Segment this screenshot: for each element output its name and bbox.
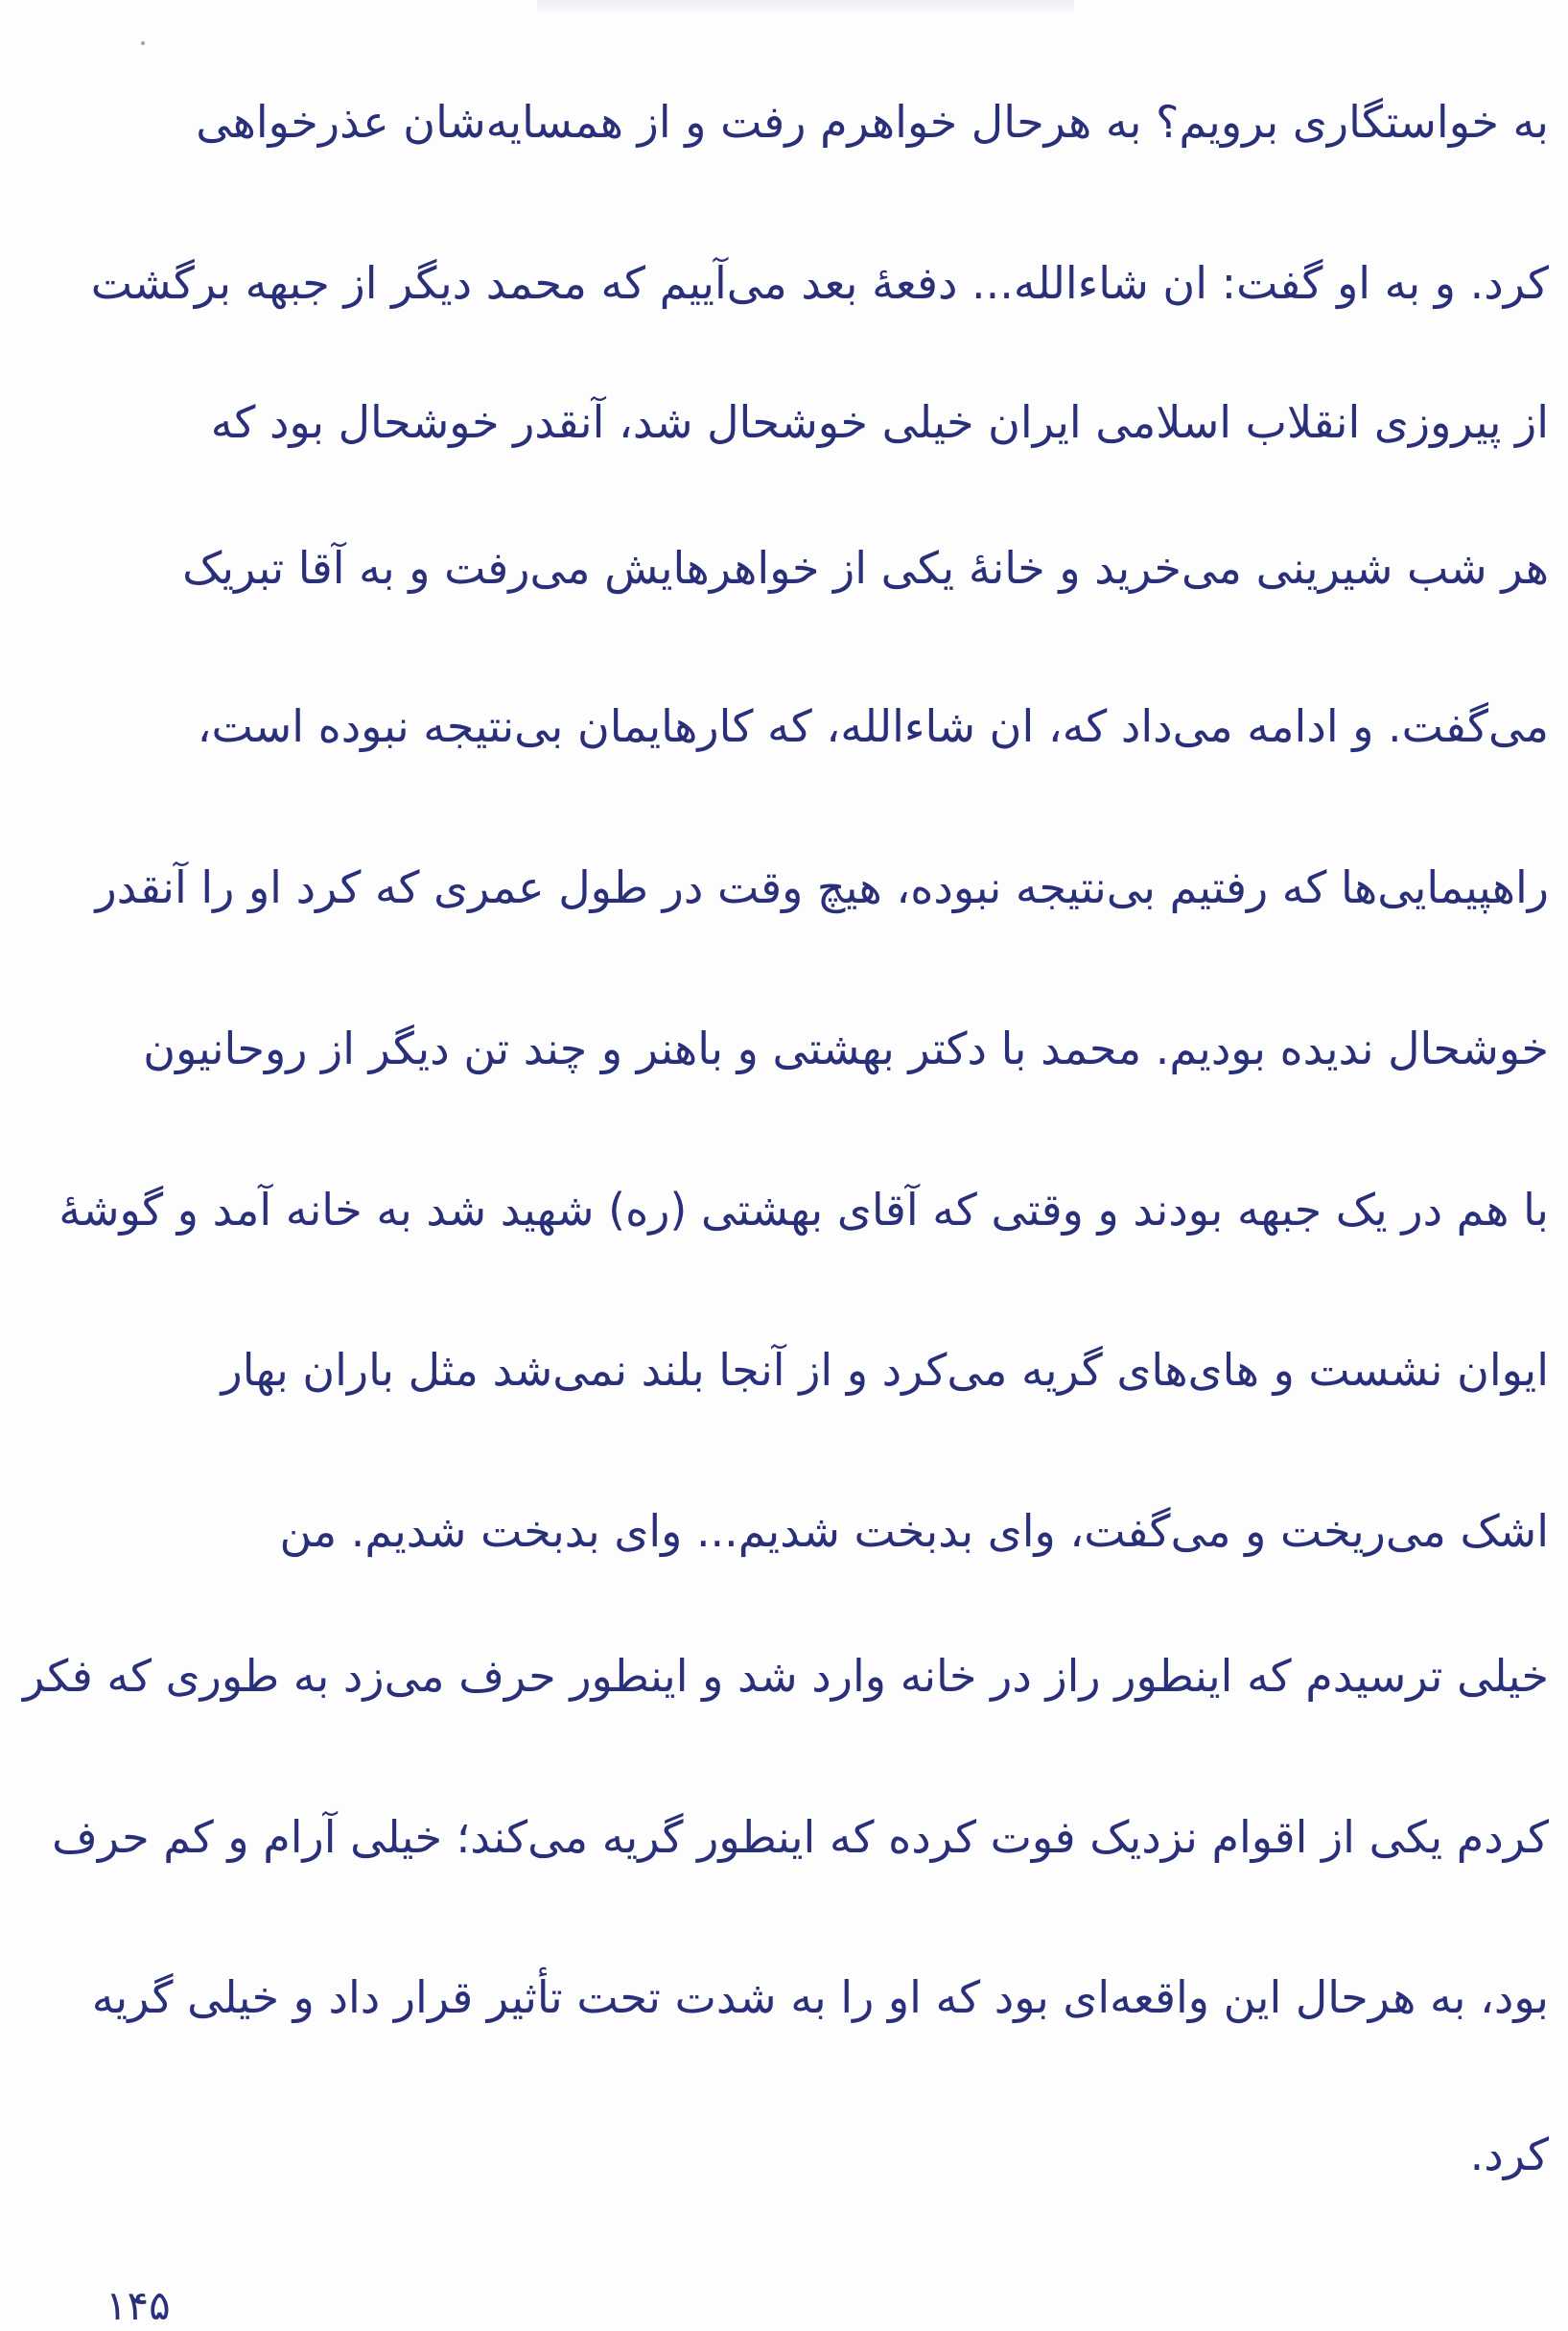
text-line-8: با هم در یک جبهه بودند و وقتی که آقای بهشتی (ره) شهید شد به خانه آمد و گوشهٔ	[59, 1184, 1549, 1236]
text-line-12: کردم یکی از اقوام نزدیک فوت کرده که اینطور گریه می‌کند؛ خیلی آرام و کم حرف	[52, 1811, 1549, 1863]
text-line-6: راهپیمایی‌ها که رفتیم بی‌نتیجه نبوده، هیچ وقت در طول عمری که کرد او را آنقدر	[95, 861, 1549, 913]
ink-speck	[141, 41, 145, 45]
text-line-11: خیلی ترسیدم که اینطور راز در خانه وارد شد و اینطور حرف می‌زد به طوری که فکر	[23, 1650, 1549, 1702]
text-line-2: کرد. و به او گفت: ان شاءالله... دفعهٔ بعد می‌آییم که محمد دیگر از جبهه برگشت	[90, 257, 1549, 309]
text-line-9: ایوان نشست و های‌های گریه می‌کرد و از آنجا بلند نمی‌شد مثل باران بهار	[221, 1344, 1549, 1396]
text-line-13: بود، به هرحال این واقعه‌ای بود که او را به شدت تحت تأثیر قرار داد و خیلی گریه	[91, 1971, 1549, 2023]
text-line-7: خوشحال ندیده بودیم. محمد با دکتر بهشتی و باهنر و چند تن دیگر از روحانیون	[143, 1023, 1549, 1074]
text-line-10: اشک می‌ریخت و می‌گفت، وای بدبخت شدیم... وای بدبخت شدیم. من	[279, 1505, 1549, 1557]
text-line-4: هر شب شیرینی می‌خرید و خانهٔ یکی از خواهرهایش می‌رفت و به آقا تبریک	[182, 542, 1549, 594]
text-line-5: می‌گفت. و ادامه می‌داد که، ان شاءالله، که کارهایمان بی‌نتیجه نبوده است،	[197, 700, 1549, 752]
page-number: ۱۴۵	[105, 2282, 171, 2329]
bleed-through-mark	[537, 0, 1074, 15]
text-line-3: از پیروزی انقلاب اسلامی ایران خیلی خوشحال شد، آنقدر خوشحال بود که	[210, 396, 1549, 448]
text-line-14: کرد.	[1469, 2129, 1549, 2180]
text-line-1: به خواستگاری برویم؟ به هرحال خواهرم رفت و از همسایه‌شان عذرخواهی	[196, 96, 1549, 148]
